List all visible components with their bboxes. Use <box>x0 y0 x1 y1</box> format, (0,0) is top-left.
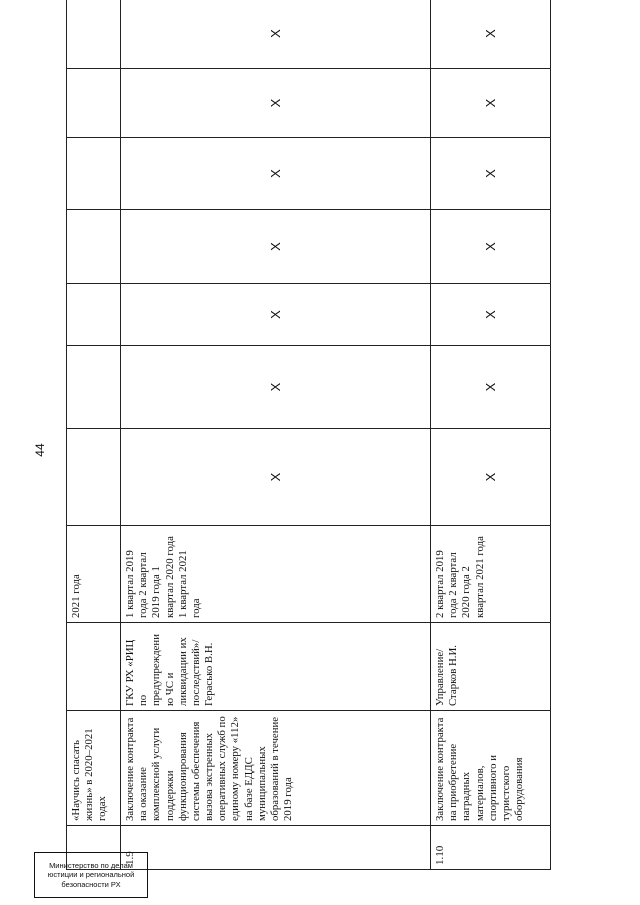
row-number: 1.9 <box>121 826 431 870</box>
mark-cell: Х <box>431 0 551 69</box>
mark-cell <box>67 0 121 69</box>
mark-cell <box>67 346 121 429</box>
mark-cell: Х <box>431 284 551 346</box>
mark-cell: Х <box>121 284 431 346</box>
mark-cell: Х <box>431 69 551 138</box>
mark-cell: Х <box>121 0 431 69</box>
row-number: 1.10 <box>431 826 551 870</box>
executor-cell <box>67 623 121 711</box>
mark-cell: Х <box>431 346 551 429</box>
table-row <box>121 0 431 870</box>
stamp-line: Министерство по делам <box>49 860 133 870</box>
mark-cell: Х <box>121 138 431 210</box>
event-cell: Заключение контракта на приобретение наградных материалов, спортивного и туристского оборудования <box>431 711 551 826</box>
page-number: 44 <box>33 443 47 457</box>
mark-cell <box>67 69 121 138</box>
mark-cell <box>67 210 121 284</box>
mark-cell: Х <box>121 69 431 138</box>
mark-cell: Х <box>431 429 551 526</box>
event-cell: «Научись спасать жизнь» в 2020–2021 годах <box>67 711 121 826</box>
ministry-stamp <box>34 852 148 898</box>
stamp-line: юстиции и региональной <box>47 870 135 880</box>
event-cell: Заключение контракта на оказание комплексной услуги поддержки функционирования системы обеспечения вызова экстренных оперативных служб по единому номеру «112» на базе ЕДДС муниципальных образований в течение 2019 года <box>121 711 431 826</box>
table-row <box>431 0 551 870</box>
mark-cell <box>67 284 121 346</box>
mark-cell: Х <box>431 210 551 284</box>
mark-cell <box>67 138 121 210</box>
executor-cell: Управление/ Старков Н.И. <box>431 623 551 711</box>
mark-cell: Х <box>121 210 431 284</box>
mark-cell: Х <box>431 138 551 210</box>
mark-cell: Х <box>121 429 431 526</box>
deadline-cell: 2 квартал 2019 года 2 квартал 2020 года 2 квартал 2021 года <box>431 526 551 623</box>
deadline-cell: 1 квартал 2019 года 2 квартал 2019 года 1 квартал 2020 года 1 квартал 2021 года <box>121 526 431 623</box>
mark-cell <box>67 429 121 526</box>
stamp-line: безопасности РХ <box>61 879 121 889</box>
deadline-cell: 2021 года <box>67 526 121 623</box>
plan-table <box>66 0 551 870</box>
executor-cell: ГКУ РХ «РИЦ по предупреждению ЧС и ликвидации их последствий»/ Герасько В.Н. <box>121 623 431 711</box>
table-row <box>67 0 121 870</box>
mark-cell: Х <box>121 346 431 429</box>
rotated-table-container <box>66 29 550 870</box>
